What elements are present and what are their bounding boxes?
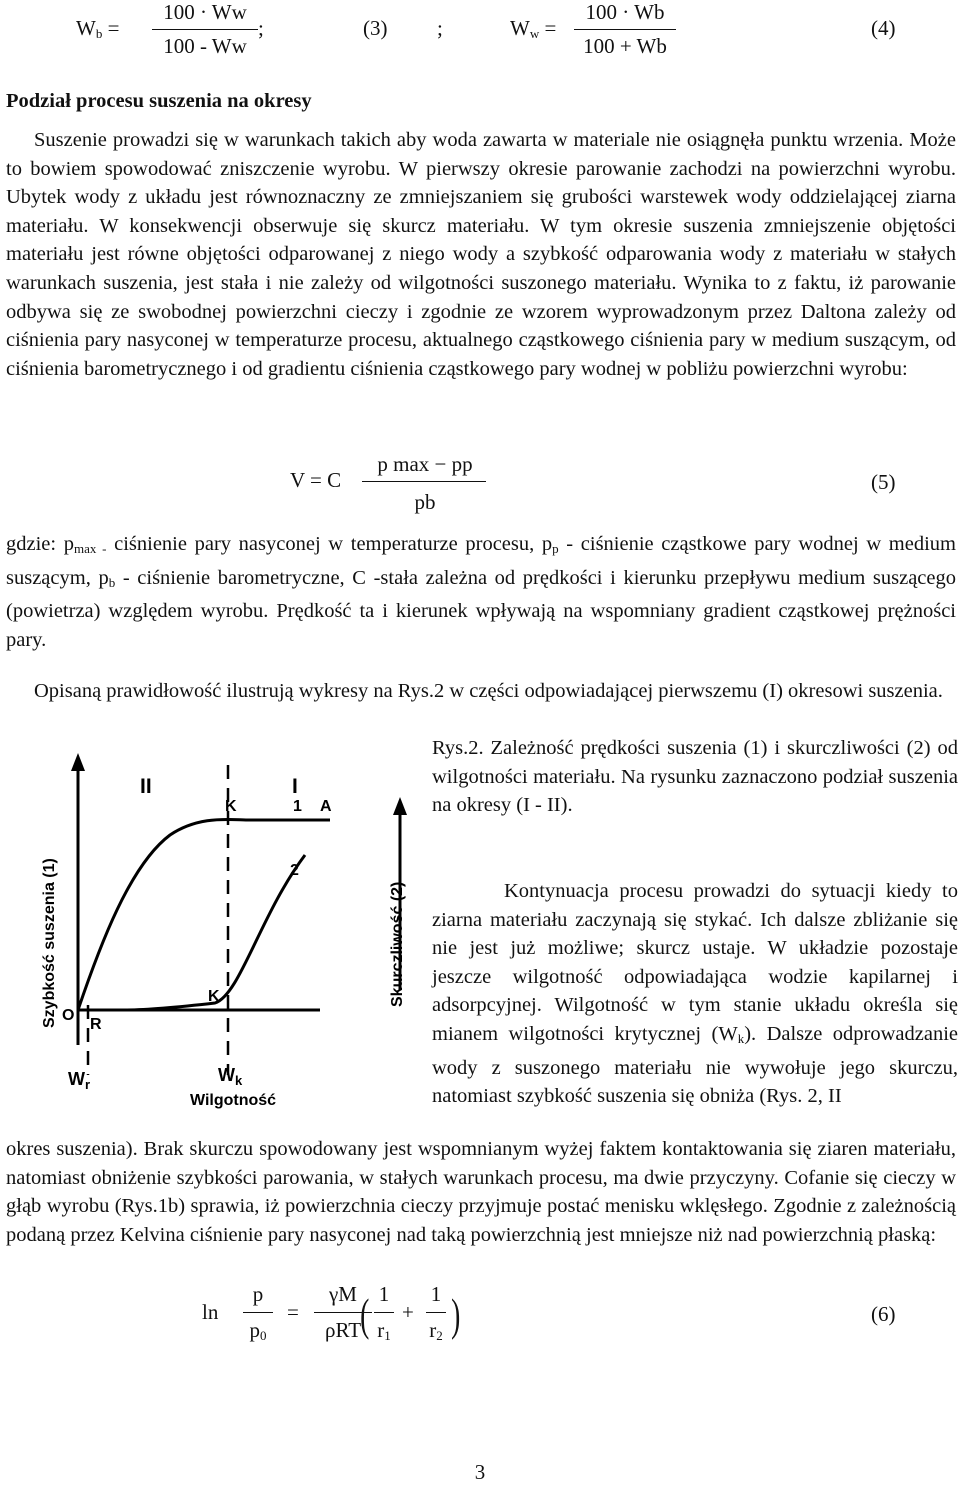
eq5-denominator: pb	[414, 490, 436, 514]
curve-drying-rate	[78, 819, 330, 1010]
label-period-II: II	[140, 775, 152, 798]
y-axis-label-right: Skurczliwość (2)	[389, 881, 406, 1007]
paragraph-drying-periods: Suszenie prowadzi się w warunkach takich aby woda zawarta w materiale nie osiągnęła punktu wrzenia. Może to bowiem spowodować zniszczenie wyrobu. W pierwszy okresie parowanie zachodzi na powierzchni wyrobu. Ubytek wody z układu jest równoznaczny ze zmniejszaniem się grubości warstewek wody oddzielającej ziarna materiału. W konsekwencji obserwuje się skurcz materiału. W tym okresie suszenia zmniejszenie objętości materiału jest równe objętości odparowanej z niego wody a szybkość odparowania wody z materiału w stałych warunkach suszenia, jest stała i nie zależy od wilgotności suszonego materiału. Wynika to z faktu, iż parowanie odbywa się ze swobodnej powierzchni cieczy i zgodnie ze wzorem wyprowadzonym przez Daltona zależy od ciśnienia pary nasyconej w temperaturze procesu, aktualnego cząstkowego ciśnienia pary w medium suszącym, od ciśnienia barometrycznego i od gradientu ciśnienia cząstkowego pary wodnej w pobliżu powierzchni wyrobu:	[6, 129, 956, 380]
page-number: 3	[474, 1460, 486, 1484]
label-O: O	[62, 1007, 75, 1024]
x-axis-label: Wilgotność	[190, 1092, 277, 1109]
eq5-numerator: p max − pp	[377, 452, 473, 476]
equation-number-6: (6)	[871, 1302, 896, 1326]
equation-number-4: (4)	[871, 16, 896, 40]
label-curve-2: 2	[290, 862, 299, 879]
eq4-numerator: 100 · Wb	[585, 0, 665, 24]
equation-number-3: (3)	[363, 16, 388, 40]
y-axis-arrow	[71, 753, 85, 771]
paragraph-kelvin: okres suszenia). Brak skurczu spowodowany jest wspomnianym wyżej faktem kontaktowania się ziaren materiału, natomiast obniżenie szybkości parowania, w stałych warunkach procesu, ma dwie przyczyny. Cofanie się cieczy w głąb wyrobu (Rys.1b) sprawia, iż powierzchnia cieczy przyjmuje postać menisku wklęsłego. Zgodnie z zależnością podaną przez Kelvina ciśnienie pary nasyconej nad taką powierzchnią jest mniejsze niż nad powierzchnią płaską:	[6, 1138, 956, 1246]
paragraph-figure-reference: Opisaną prawidłowość ilustrują wykresy na Rys.2 w części odpowiadającej pierwszemu (I) okresowi suszenia.	[34, 680, 943, 702]
label-Wk: $W_k$	[218, 1065, 243, 1088]
right-axis-arrow	[393, 797, 407, 815]
label-curve-1: 1	[293, 798, 302, 815]
section-heading: Podział procesu suszenia na okresy	[6, 90, 312, 112]
label-R: R	[90, 1016, 102, 1033]
curve-shrinkage	[78, 855, 305, 1010]
label-Wr: $W_r$	[68, 1069, 91, 1092]
eq4-denominator: 100 + Wb	[583, 34, 667, 58]
label-K-top: K	[225, 798, 237, 815]
label-K-low: K	[208, 988, 220, 1005]
equation-number-5: (5)	[871, 470, 896, 494]
eq3-numerator: 100 · Ww	[163, 0, 247, 24]
eq3-denominator: 100 - Ww	[163, 34, 247, 58]
label-period-I: I	[292, 775, 298, 798]
label-A: A	[320, 798, 332, 815]
paragraph-where: gdzie: $p_{max -}$ ciśnienie pary nasyconej w temperaturze procesu, $p_p$ - ciśnienie cząstkowe pary wodnej w medium suszącym, $p_b$ - ciśnienie barometryczne, C -stała zależna od prędkości i kierunku przepływu medium suszącego (powietrza) względem wyrobu. Prędkość ta i kierunek wpływają na wspomniany gradient cząstkowej prężności pary.	[6, 533, 956, 651]
paragraph-continuation: Kontynuacja procesu prowadzi do sytuacji kiedy to ziarna materiału zaczynają się stykać. Ich dalsze zbliżanie się nie jest już możliwe; skurcz ustaje. W układzie pozostaje jeszcze wilgotność odpowiadająca wodzie kapilarnej i adsorpcyjnej. Wilgotność w tym stanie układu określa się mianem wilgotności krytycznej $(W_k)$. Dalsze odprowadzanie wody z suszonego materiału nie wywołuje jego skurczu, natomiast szybkość suszenia się obniża (Rys. 2, II	[432, 880, 958, 1108]
figure-caption: Rys.2. Zależność prędkości suszenia (1) i skurczliwości (2) od wilgotności materiału. Na rysunku zaznaczono podział suszenia na okresy (I - II).	[432, 737, 958, 817]
y-axis-label-left: Szybkość suszenia (1)	[41, 858, 58, 1028]
figure-svg	[30, 745, 430, 1120]
